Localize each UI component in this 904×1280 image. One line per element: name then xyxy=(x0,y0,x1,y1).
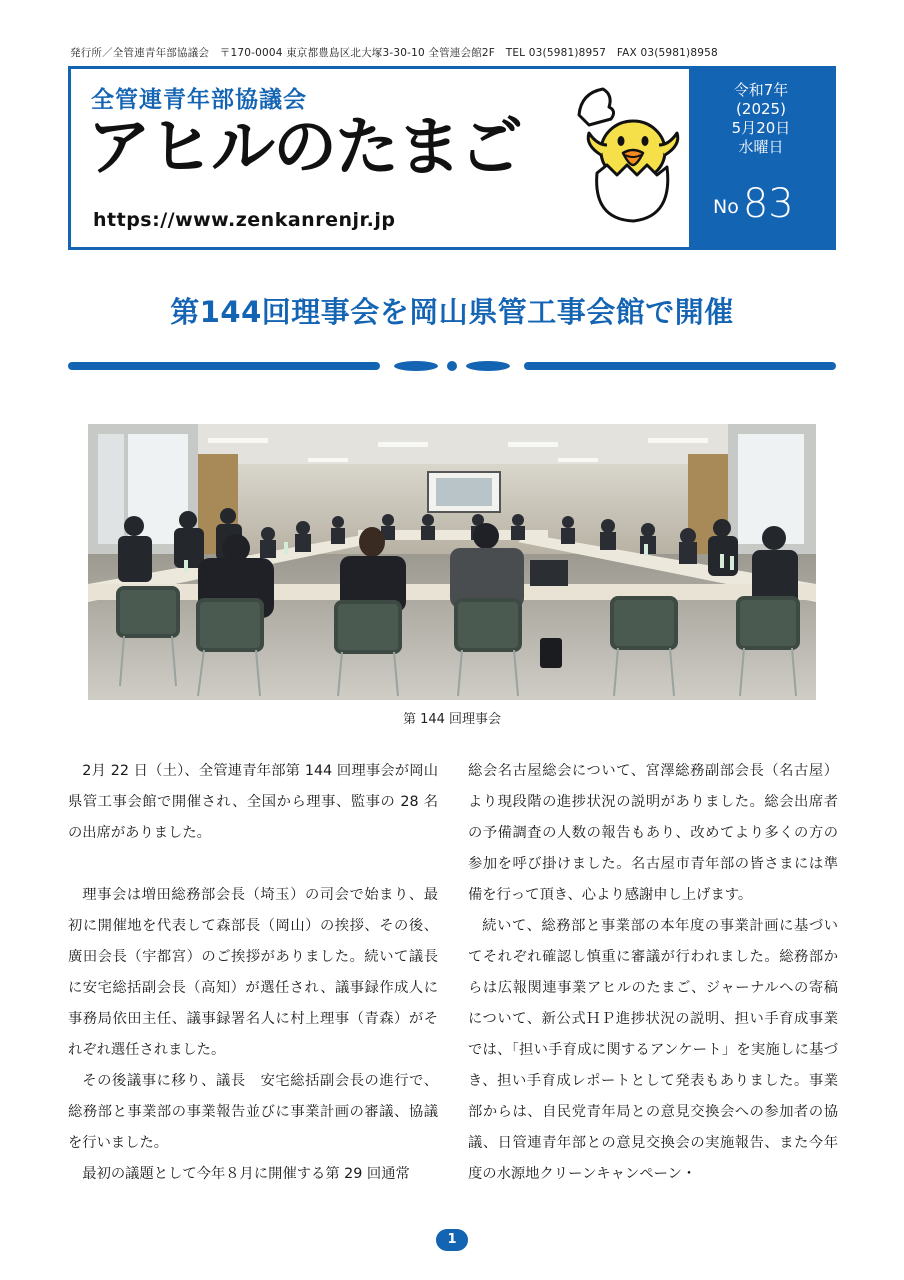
masthead xyxy=(68,66,836,250)
paragraph: その後議事に移り、議長 安宅総括副会長の進行で、総務部と事業部の事業報告並びに事業計画の審議、協議を行いました。 xyxy=(68,1073,438,1151)
article-column-left xyxy=(68,756,438,1190)
meeting-photo xyxy=(88,424,816,700)
issue-number-block xyxy=(713,181,794,227)
date-year: (2025) xyxy=(736,100,786,118)
newsletter-title: アヒルのたまご xyxy=(87,111,521,185)
date-era: 令和7年 xyxy=(733,81,789,99)
headline-divider xyxy=(68,356,836,376)
page-number: 1 xyxy=(436,1229,468,1251)
paragraph: 2月 22 日（土）、全管連青年部第 144 回理事会が岡山県管工事会館で開催され、全国から理事、監事の 28 名の出席がありました。 xyxy=(68,763,438,841)
website-url[interactable]: https://www.zenkanrenjr.jp xyxy=(93,209,396,231)
paragraph: 理事会は増田総務部会長（埼玉）の司会で始まり、最初に開催地を代表して森部長（岡山）の挨拶、その後、廣田会長（宇都宮）のご挨拶がありました。続いて議長に安宅総括副会長（高知）が選任され、議事録作成人に事務局依田主任、議事録署名人に村上理事（青森）がそれぞれ選任されました。 xyxy=(68,887,438,1058)
article-headline: 第144回理事会を岡山県管工事会館で開催 xyxy=(170,295,734,329)
issue-date xyxy=(689,81,833,157)
organization-name: 全管連青年部協議会 xyxy=(91,87,307,113)
issue-label: No xyxy=(713,196,739,218)
issue-number: 83 xyxy=(742,181,794,227)
date-weekday: 水曜日 xyxy=(738,138,784,156)
publisher-info: 発行所／全管連青年部協議会 〒170-0004 東京都豊島区北大塚3-30-10 全管連会館2F TEL 03(5981)8957 FAX 03(5981)8958 xyxy=(70,47,718,59)
date-day: 5月20日 xyxy=(731,119,791,137)
photo-caption: 第 144 回理事会 xyxy=(402,712,502,727)
issue-info-panel xyxy=(689,69,833,247)
paragraph: 続いて、総務部と事業部の本年度の事業計画に基づいてそれぞれ確認し慎重に審議が行われました。総務部からは広報関連事業アヒルのたまご、ジャーナルへの寄稿について、新公式ＨＰ進捗状況の説明、担い手育成事業では、「担い手育成に関するアンケート」を実施しに基づき、担い手育成レポートとして発表もありました。事業部からは、自民党青年局との意見交換会への参加者の協議、日管連青年部との意見交換会の実施報告、また今年度の水源地クリーンキャンペーン・ xyxy=(468,918,838,1182)
paragraph: 最初の議題として今年８月に開催する第 29 回通常 xyxy=(82,1166,410,1182)
paragraph: 総会名古屋総会について、宮澤総務副部会長（名古屋）より現段階の進捗状況の説明がありました。総会出席者の予備調査の人数の報告もあり、改めてより多くの方の参加を呼び掛けました。名古屋市青年部の皆さまには準備を行って頂き、心より感謝申し上げます。 xyxy=(468,763,838,903)
chick-in-egg-icon xyxy=(567,85,695,225)
article-column-right xyxy=(468,756,838,1190)
